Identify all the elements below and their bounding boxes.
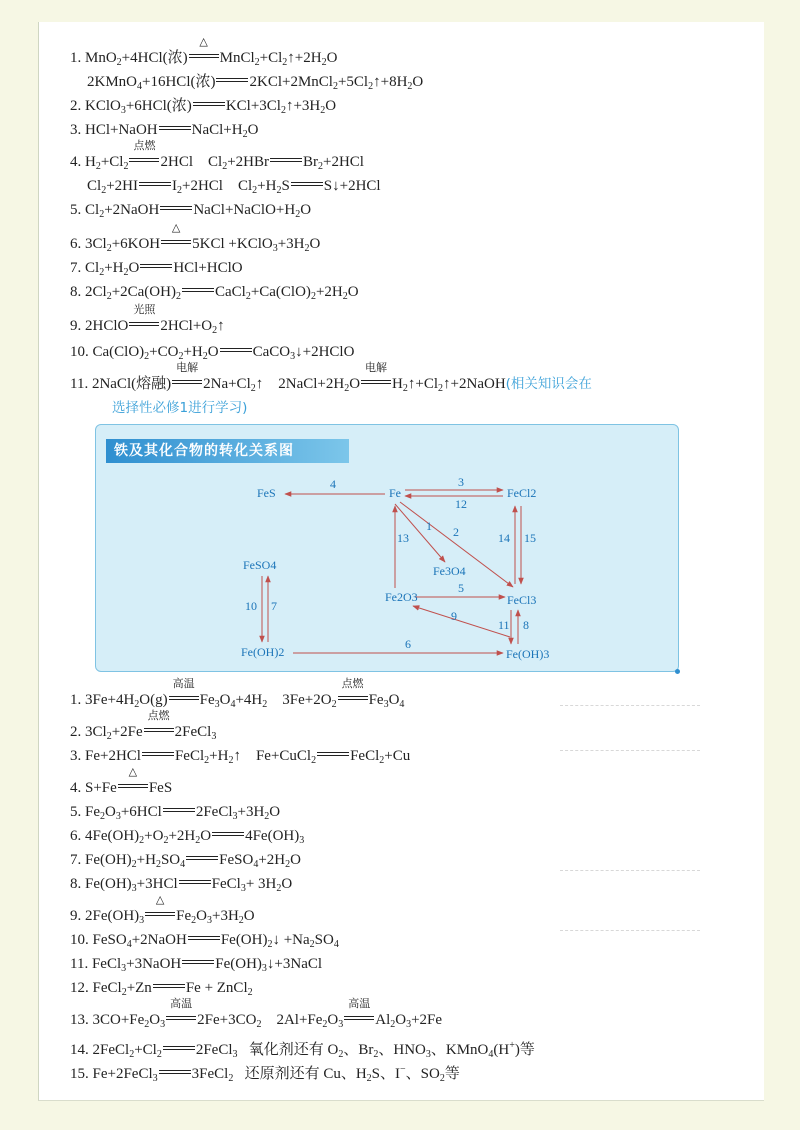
- iron-eq-9: 9. $2Fe(OH)_3$ △ $Fe_2O_3+3H_2O$: [70, 893, 255, 926]
- label-7: 7: [271, 599, 277, 613]
- equation-8: 8. $2Cl_2+2Ca(OH)_2$ $CaCl_2+Ca(ClO)_2+2H_2O$: [70, 284, 359, 302]
- equation-2: 2. KClO$_3$+6HCl(浓) $KCl+3Cl_2↑+3H_2O$: [70, 98, 337, 116]
- iron-eq-15: 15. Fe+2FeCl$_3$ 3FeCl$_2$ 还原剂还有 Cu、$H_2S$、I−、$SO_2$等: [70, 1064, 460, 1084]
- label-9: 9: [451, 609, 457, 623]
- label-11: 11: [498, 618, 510, 632]
- label-8: 8: [523, 618, 529, 632]
- label-12: 12: [455, 497, 467, 511]
- iron-eq-7: 7. $Fe(OH)_2+H_2SO_4$ $FeSO_4+2H_2O$: [70, 852, 301, 870]
- equation-3: 3. HCl+NaOH $NaCl+H_2O$: [70, 122, 259, 140]
- iron-eq-5: 5. $Fe_2O_3+6HCl$ $2FeCl_3+3H_2O$: [70, 804, 281, 822]
- equation-4a: 4. $H_2+Cl_2$ 点燃 2HCl $Cl_2+2HBr$ $Br_2+2HCl$: [70, 139, 364, 172]
- iron-eq-6: 6. $4Fe(OH)_2+O_2+2H_2O$ $4Fe(OH)_3$: [70, 828, 305, 846]
- iron-eq-1: 1. $3Fe+4H_2O(g)$ 高温 $Fe_3O_4+4H_2$ $3Fe+2O_2$ 点燃 $Fe_3O_4$: [70, 677, 405, 710]
- faint-grid-line: [560, 705, 700, 706]
- node-fes: FeS: [257, 486, 276, 500]
- equation-9: 9. 2HClO 光照 $2HCl+O_2↑$: [70, 303, 225, 336]
- equation-6: 6. $3Cl_2+6KOH$ △ $5KCl +KClO_3+3H_2O$: [70, 221, 321, 254]
- arrow-9: [413, 606, 510, 637]
- faint-grid-line: [560, 870, 700, 871]
- label-1: 1: [426, 519, 432, 533]
- label-4: 4: [330, 477, 336, 491]
- iron-eq-4: 4. S+Fe △ FeS: [70, 765, 173, 796]
- label-10: 10: [245, 599, 257, 613]
- node-fecl3: FeCl3: [507, 593, 537, 607]
- iron-eq-14: 14. $2FeCl_2+Cl_2$ 2FeCl$_3$ 氧化剂还有 $O_2$、$Br_2$、$HNO_3$、KMnO$_4$(H+)等: [70, 1040, 535, 1060]
- equation-7: 7. $Cl_2+H_2O$ HCl+HClO: [70, 260, 243, 278]
- label-13: 13: [397, 531, 409, 545]
- equation-1a: 1. MnO$_2$+4HCl(浓) △ $MnCl_2+Cl_2↑+2H_2O$: [70, 35, 338, 68]
- node-feoh3: Fe(OH)3: [506, 647, 550, 661]
- iron-eq-8: 8. $Fe(OH)_3+3HCl$ FeCl$_3$+ $3H_2O$: [70, 876, 293, 894]
- iron-eq-11: 11. FeCl$_3$+3NaOH $Fe(OH)_3↓+3NaCl$: [70, 956, 323, 974]
- diagram-title: 铁及其化合物的转化关系图: [106, 439, 349, 463]
- equation-10: 10. $Ca(ClO)_2+CO_2+H_2O$ CaCO$_3$↓+2HClO: [70, 344, 355, 362]
- label-6: 6: [405, 637, 411, 651]
- iron-eq-13: 13. $3CO+Fe_2O_3$ 高温 $2Fe+3CO_2$ $2Al+Fe_2O_3$ 高温 $Al_2O_3+2Fe$: [70, 997, 443, 1030]
- iron-eq-12: 12. FeCl$_2$+Zn Fe + ZnCl$_2$: [70, 980, 253, 998]
- label-5: 5: [458, 581, 464, 595]
- equation-11: 11. 2NaCl(熔融) 电解 $2Na+Cl_2↑$ $2NaCl+2H_2O$ 电解 $H_2↑+Cl_2↑+2NaOH$(相关知识会在: [70, 361, 592, 394]
- iron-conversion-diagram: [95, 424, 677, 672]
- iron-eq-10: 10. FeSO$_4$+2NaOH $Fe(OH)_2↓ +Na_2SO_4$: [70, 932, 339, 950]
- label-3: 3: [458, 475, 464, 489]
- faint-grid-line: [560, 750, 700, 751]
- equation-11-note: 选择性必修1进行学习): [112, 400, 248, 416]
- node-feso4: FeSO4: [243, 558, 277, 572]
- iron-eq-3: 3. Fe+2HCl $FeCl_2+H_2↑$ Fe+CuCl$_2$ FeCl$_2$+Cu: [70, 748, 411, 766]
- label-2: 2: [453, 525, 459, 539]
- label-15: 15: [524, 531, 536, 545]
- iron-eq-2: 2. $3Cl_2+2Fe$ 点燃 2FeCl$_3$: [70, 709, 217, 742]
- node-fe: Fe: [389, 486, 401, 500]
- label-14: 14: [498, 531, 510, 545]
- node-fe2o3: Fe2O3: [385, 590, 418, 604]
- equation-1b: 2KMnO$_4$+16HCl(浓) $2KCl+2MnCl_2+5Cl_2↑+8H_2O$: [87, 74, 424, 92]
- node-fecl2: FeCl2: [507, 486, 537, 500]
- equation-4b: $Cl_2+2HI$ $I_2+2HCl$ $Cl_2+H_2S$ S↓+2HCl: [87, 178, 381, 196]
- node-fe3o4: Fe3O4: [433, 564, 466, 578]
- equation-5: 5. $Cl_2+2NaOH$ $NaCl+NaClO+H_2O$: [70, 202, 312, 220]
- node-feoh2: Fe(OH)2: [241, 645, 285, 659]
- faint-grid-line: [560, 930, 700, 931]
